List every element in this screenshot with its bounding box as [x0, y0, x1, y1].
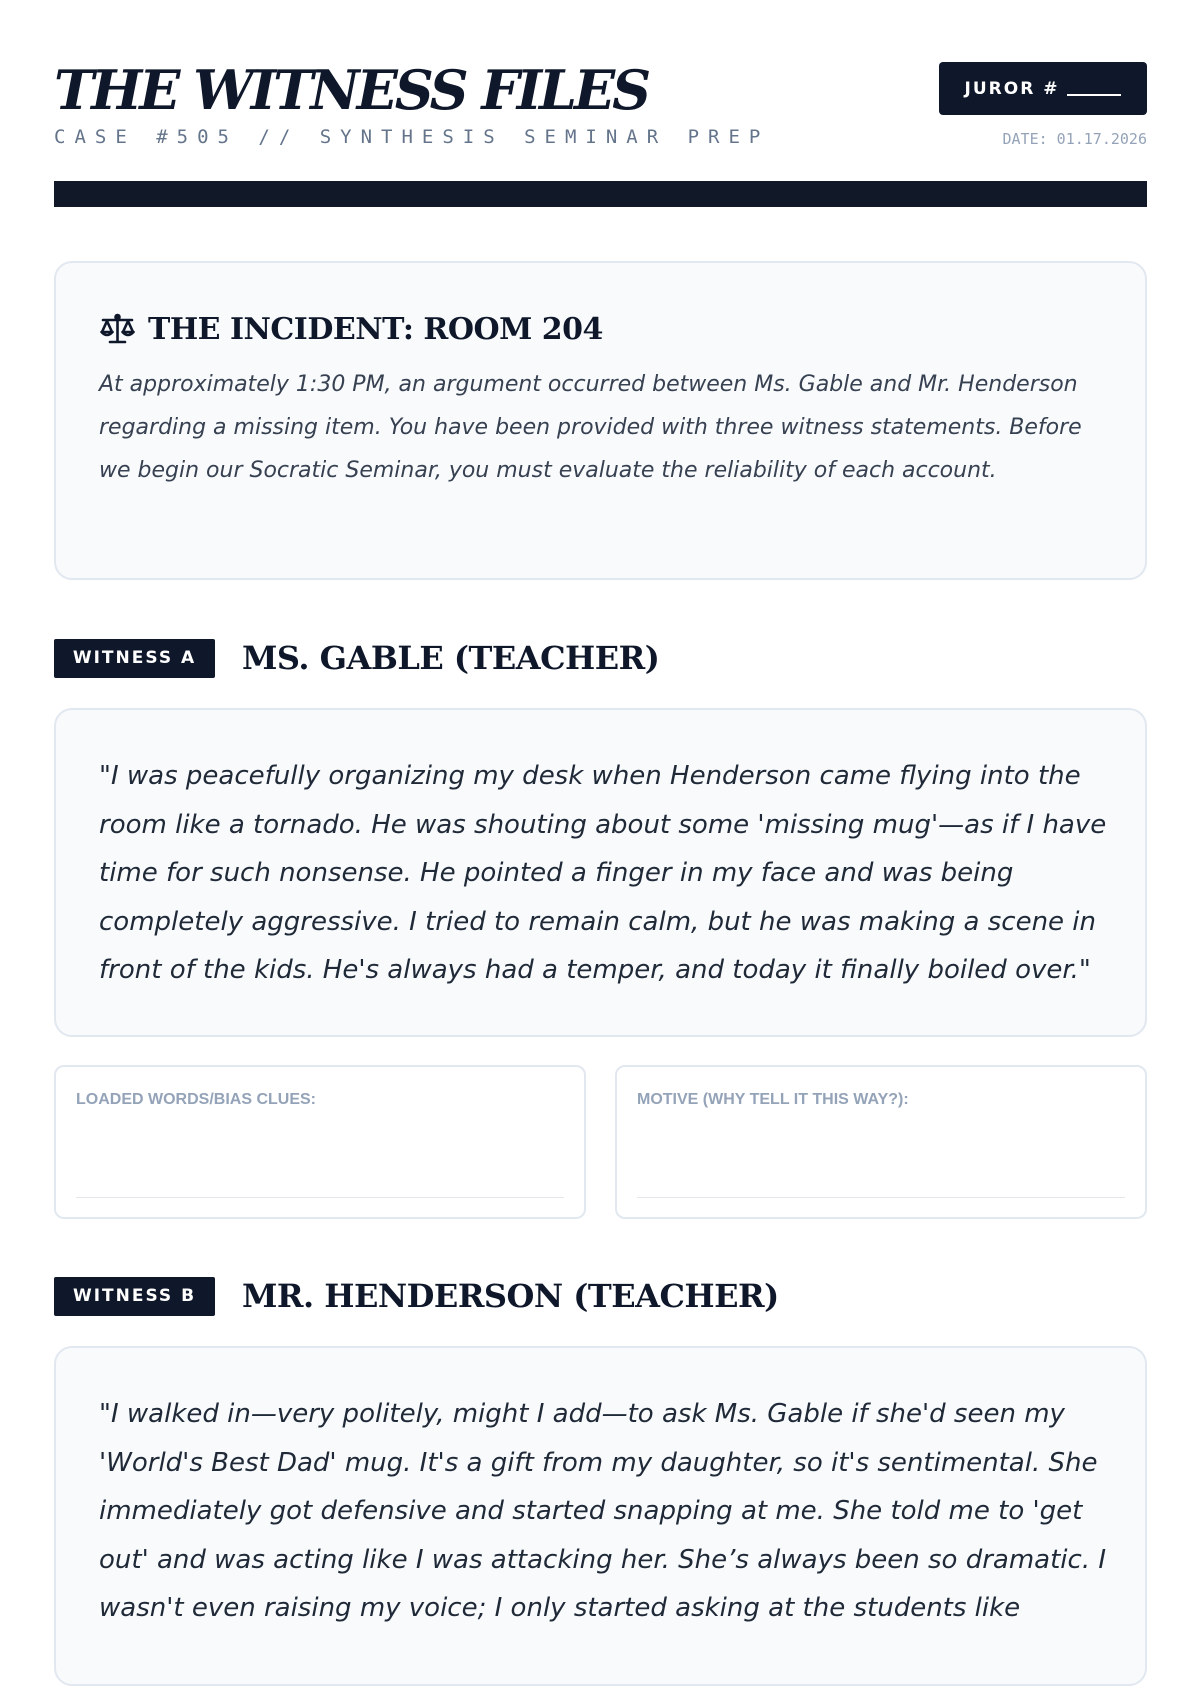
witness-a-tag: WITNESS A: [54, 639, 215, 678]
header-divider: [54, 181, 1147, 207]
witness-a-statement-card: [54, 708, 1147, 1037]
answer-line: [637, 1197, 1125, 1198]
juror-label: JUROR #: [964, 78, 1060, 99]
date-label: DATE: 01.17.2026: [1002, 130, 1147, 148]
incident-description: At approximately 1:30 PM, an argument occurred between Ms. Gable and Mr. Henderson regarding a missing item. You have been provided with three witness statements. Before we begin our Socratic Seminar, you must evaluate the reliability of each account.: [99, 372, 1082, 483]
juror-blank-line: [1067, 94, 1121, 96]
loaded-words-box[interactable]: [54, 1065, 586, 1219]
witness-b-tag: WITNESS B: [54, 1277, 215, 1316]
witness-a-name: MS. GABLE (TEACHER): [242, 639, 660, 677]
incident-card: [54, 261, 1147, 580]
witness-b-statement-card: [54, 1346, 1147, 1686]
motive-label: MOTIVE (WHY TELL IT THIS WAY?):: [637, 1091, 909, 1108]
scales-icon: [99, 313, 136, 345]
motive-box[interactable]: [615, 1065, 1147, 1219]
page-title: THE WITNESS FILES: [54, 58, 649, 122]
witness-b-statement: "I walked in—very politely, might I add—to ask Ms. Gable if she'd seen my 'World's Best Dad' mug. It's a gift from my daughter, so it's sentimental. She immediately got defensive and started snapping at me. She told me to 'get out' and was acting like I was attacking her. She’s always been so dramatic. I wasn't even raising my voice; I only started asking at the students like: [99, 1399, 1107, 1623]
incident-title: THE INCIDENT: ROOM 204: [148, 311, 603, 347]
incident-heading: [99, 307, 1103, 351]
answer-line: [76, 1197, 564, 1198]
header: [54, 56, 1147, 156]
loaded-words-label: LOADED WORDS/BIAS CLUES:: [76, 1091, 316, 1108]
witness-a-statement: "I was peacefully organizing my desk when Henderson came flying into the room like a tornado. He was shouting about some 'missing mug'—as if I have time for such nonsense. He pointed a finger in my face and was being completely aggressive. I tried to remain calm, but he was making a scene in front of the kids. He's always had a temper, and today it finally boiled over.": [99, 761, 1107, 985]
witness-a-heading: [54, 637, 1147, 679]
case-subtitle: CASE #505 // SYNTHESIS SEMINAR PREP: [54, 126, 770, 148]
witness-b-heading: [54, 1275, 1147, 1317]
witness-b-name: MR. HENDERSON (TEACHER): [242, 1277, 779, 1315]
juror-number-box: [939, 62, 1147, 115]
